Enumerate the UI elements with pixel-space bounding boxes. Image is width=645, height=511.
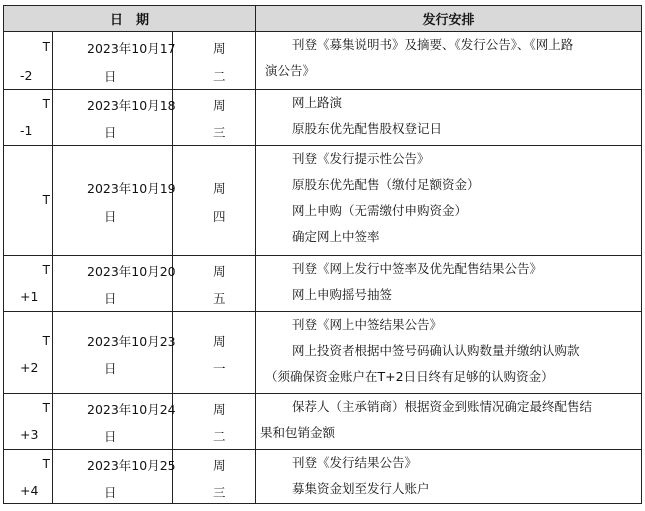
arrangement-line: 刊登《网上中签结果公告》 <box>292 317 443 332</box>
date-suffix: 日 <box>104 69 117 84</box>
arrangement-column-header: 发行安排 <box>256 6 642 32</box>
table-row <box>4 450 642 504</box>
trading-day-offset: +1 <box>20 289 39 304</box>
date-suffix: 日 <box>104 485 117 500</box>
table-row <box>4 394 642 450</box>
trading-day-cell <box>4 312 53 394</box>
arrangement-line: 网上投资者根据中签号码确认认购数量并缴纳认购款 <box>292 343 580 358</box>
trading-day-offset: +3 <box>20 427 39 442</box>
date-text: 2023年10月24 <box>87 402 176 417</box>
arrangement-line: 刊登《募集说明书》及摘要、《发行公告》、《网上路 <box>292 37 574 52</box>
arrangement-cell <box>256 312 642 394</box>
arrangement-cell <box>256 256 642 312</box>
table-row <box>4 146 642 256</box>
date-cell <box>53 394 176 450</box>
weekday-name: 二 <box>213 429 226 444</box>
arrangement-cell <box>256 90 642 146</box>
date-cell <box>53 312 176 394</box>
weekday-name: 三 <box>213 125 226 140</box>
trading-day-cell <box>4 146 53 256</box>
weekday-cell <box>173 256 256 312</box>
trading-day-cell <box>4 32 53 90</box>
arrangement-line: 原股东优先配售（缴付足额资金） <box>292 177 480 192</box>
arrangement-line: 保荐人（主承销商）根据资金到账情况确定最终配售结 <box>292 399 593 414</box>
trading-day-cell <box>4 90 53 146</box>
arrangement-line: 确定网上中签率 <box>292 229 380 244</box>
arrangement-line: 刊登《发行结果公告》 <box>292 455 418 470</box>
table-header-row <box>4 6 642 32</box>
weekday-name: 四 <box>213 209 226 224</box>
weekday-cell <box>173 32 256 90</box>
date-text: 2023年10月23 <box>87 334 176 349</box>
arrangement-line: 原股东优先配售股权登记日 <box>292 121 443 136</box>
date-cell <box>53 256 176 312</box>
date-text: 2023年10月25 <box>87 458 176 473</box>
weekday-prefix: 周 <box>213 458 226 473</box>
arrangement-line: （须确保资金账户在T+2日日终有足够的认购资金） <box>265 369 554 384</box>
arrangement-line: 刊登《网上发行中签率及优先配售结果公告》 <box>292 261 543 276</box>
weekday-prefix: 周 <box>213 264 226 279</box>
weekday-cell <box>173 90 256 146</box>
weekday-name: 五 <box>213 291 226 306</box>
weekday-name: 三 <box>213 485 226 500</box>
date-cell <box>53 32 176 90</box>
arrangement-line: 网上申购（无需缴付申购资金） <box>292 203 468 218</box>
weekday-prefix: 周 <box>213 41 226 56</box>
arrangement-cell <box>256 450 642 504</box>
trading-day-letter: T <box>42 457 50 471</box>
date-column-header: 日 期 <box>4 6 256 32</box>
table-row <box>4 90 642 146</box>
weekday-cell <box>173 146 256 256</box>
weekday-cell <box>173 450 256 504</box>
date-text: 2023年10月17 <box>87 41 176 56</box>
date-suffix: 日 <box>104 125 117 140</box>
arrangement-line: 刊登《发行提示性公告》 <box>292 151 430 166</box>
weekday-name: 一 <box>213 361 226 376</box>
trading-day-letter: T <box>42 193 50 207</box>
weekday-prefix: 周 <box>213 334 226 349</box>
trading-day-cell <box>4 256 53 312</box>
table-row <box>4 32 642 90</box>
date-suffix: 日 <box>104 209 117 224</box>
arrangement-line: 果和包销金额 <box>260 425 336 440</box>
arrangement-line: 募集资金划至发行人账户 <box>292 481 430 496</box>
date-text: 2023年10月20 <box>87 264 176 279</box>
arrangement-cell <box>256 394 642 450</box>
trading-day-letter: T <box>42 97 50 111</box>
issuance-schedule-table <box>3 5 642 504</box>
trading-day-cell <box>4 450 53 504</box>
weekday-cell <box>173 312 256 394</box>
table-row <box>4 256 642 312</box>
date-cell <box>53 146 176 256</box>
date-cell <box>53 90 176 146</box>
date-cell <box>53 450 176 504</box>
arrangement-line: 演公告》 <box>265 63 316 78</box>
trading-day-letter: T <box>42 40 50 54</box>
trading-day-offset: -1 <box>20 123 33 138</box>
arrangement-line: 网上申购摇号抽签 <box>292 287 393 302</box>
weekday-cell <box>173 394 256 450</box>
date-suffix: 日 <box>104 361 117 376</box>
arrangement-cell <box>256 146 642 256</box>
trading-day-letter: T <box>42 263 50 277</box>
weekday-prefix: 周 <box>213 181 226 196</box>
trading-day-cell <box>4 394 53 450</box>
weekday-prefix: 周 <box>213 98 226 113</box>
table-row <box>4 312 642 394</box>
date-text: 2023年10月18 <box>87 98 176 113</box>
trading-day-offset: -2 <box>20 68 33 83</box>
trading-day-letter: T <box>42 401 50 415</box>
trading-day-letter: T <box>42 334 50 348</box>
date-suffix: 日 <box>104 429 117 444</box>
arrangement-cell <box>256 32 642 90</box>
weekday-name: 二 <box>213 69 226 84</box>
trading-day-offset: +2 <box>20 360 39 375</box>
date-suffix: 日 <box>104 291 117 306</box>
date-text: 2023年10月19 <box>87 181 176 196</box>
trading-day-offset: +4 <box>20 483 39 498</box>
arrangement-line: 网上路演 <box>292 95 343 110</box>
weekday-prefix: 周 <box>213 402 226 417</box>
